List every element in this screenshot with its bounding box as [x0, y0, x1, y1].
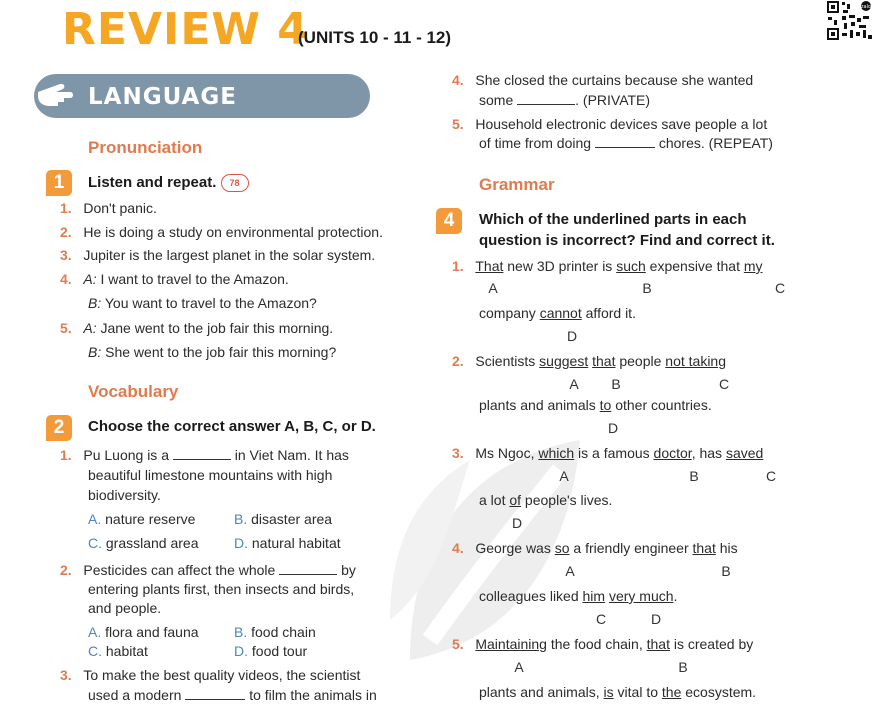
grammar-q4-line2: colleagues liked him very much.	[479, 588, 678, 604]
grammar-q1-line2: company cannot afford it.	[479, 305, 636, 321]
pron-item-4b: B: You want to travel to the Amazon?	[88, 295, 317, 311]
grammar-q3-label-d: D	[511, 515, 523, 531]
pron-item-2: 2. He is doing a study on environmental protection.	[60, 224, 383, 240]
vocab-q1-option-d[interactable]: D. natural habitat	[234, 535, 341, 551]
vocab-q2-option-d[interactable]: D. food tour	[234, 643, 308, 659]
grammar-q3-line2: a lot of people's lives.	[479, 492, 613, 508]
vocab-q1-line3: biodiversity.	[88, 487, 161, 503]
grammar-q4-label-c: C	[595, 611, 607, 627]
vocab-q1-option-c[interactable]: C. grassland area	[88, 535, 199, 551]
grammar-q1-label-a: A	[488, 280, 498, 296]
grammar-q5-line2: plants and animals, is vital to the ecosystem.	[479, 684, 757, 700]
language-label: LANGUAGE	[88, 84, 237, 110]
vocab-q3-line1: 3. To make the best quality videos, the scientist	[60, 667, 361, 683]
exercise-1-title: Listen and repeat. 78	[88, 174, 249, 192]
grammar-q5-line1: 5. Maintaining the food chain, that is created by	[452, 636, 754, 652]
vocab-q3-line2: used a modern to film the animals in	[88, 687, 377, 703]
grammar-q3-label-c: C	[765, 468, 777, 484]
grammar-q2-label-d: D	[607, 420, 619, 436]
vocab-q2-line1: 2. Pesticides can affect the whole by	[60, 562, 356, 578]
pron-item-3: 3. Jupiter is the largest planet in the solar system.	[60, 247, 376, 263]
grammar-q3-label-a: A	[559, 468, 569, 484]
grammar-q2-label-a: A	[569, 376, 579, 392]
grammar-q1-label-b: B	[642, 280, 652, 296]
wordform-q5-line1: 5. Household electronic devices save people a lot	[452, 116, 768, 132]
grammar-q2-line1: 2. Scientists suggest that people not taking	[452, 353, 727, 369]
qr-code-icon[interactable]	[826, 0, 874, 42]
exercise-1-badge: 1	[46, 170, 72, 196]
grammar-q2-label-b: B	[611, 376, 621, 392]
grammar-q4-label-d: D	[650, 611, 662, 627]
pron-item-1: 1. Don't panic.	[60, 200, 157, 216]
pron-item-4a: 4. A: I want to travel to the Amazon.	[60, 271, 289, 287]
exercise-2-title: Choose the correct answer A, B, C, or D.	[88, 418, 376, 435]
wordform-q4-line2: some . (PRIVATE)	[479, 92, 651, 108]
vocab-q1-option-a[interactable]: A. nature reserve	[88, 511, 196, 527]
pron-item-5b: B: She went to the job fair this morning?	[88, 344, 337, 360]
svg-text:zalo: zalo	[860, 4, 872, 10]
grammar-q3-line1: 3. Ms Ngoc, which is a famous doctor, has saved	[452, 445, 764, 461]
vocab-q2-line2: entering plants first, then insects and birds,	[88, 581, 355, 597]
vocab-q1-line1: 1. Pu Luong is a in Viet Nam. It has	[60, 447, 349, 463]
vocab-q2-option-c[interactable]: C. habitat	[88, 643, 148, 659]
vocab-q2-line3: and people.	[88, 600, 162, 616]
vocab-q1-option-b[interactable]: B. disaster area	[234, 511, 333, 527]
grammar-q1-line1: 1. That new 3D printer is such expensive that my	[452, 258, 763, 274]
exercise-4-badge: 4	[436, 208, 462, 234]
exercise-4-title-line2: question is incorrect? Find and correct it.	[479, 232, 775, 249]
grammar-q5-label-b: B	[678, 659, 688, 675]
grammar-q1-label-c: C	[774, 280, 786, 296]
grammar-q3-label-b: B	[689, 468, 699, 484]
grammar-q2-label-c: C	[718, 376, 730, 392]
wordform-q5-line2: of time from doing chores. (REPEAT)	[479, 135, 773, 151]
vocab-q2-option-a[interactable]: A. flora and fauna	[88, 624, 199, 640]
grammar-q4-label-b: B	[721, 563, 731, 579]
units-subtitle: (UNITS 10 - 11 - 12)	[298, 28, 452, 47]
page-title: REVIEW 4	[62, 4, 309, 55]
pronunciation-heading: Pronunciation	[88, 138, 203, 157]
vocab-q2-option-b[interactable]: B. food chain	[234, 624, 316, 640]
grammar-q4-line1: 4. George was so a friendly engineer that his	[452, 540, 738, 556]
grammar-q1-label-d: D	[566, 328, 578, 344]
hand-pointer-icon	[34, 78, 78, 114]
grammar-q5-label-a: A	[514, 659, 524, 675]
audio-track-icon[interactable]: 78	[221, 174, 249, 192]
exercise-4-title-line1: Which of the underlined parts in each	[479, 211, 747, 228]
vocabulary-heading: Vocabulary	[88, 382, 179, 401]
exercise-2-badge: 2	[46, 415, 72, 441]
grammar-heading: Grammar	[479, 175, 555, 194]
grammar-q4-label-a: A	[565, 563, 575, 579]
pron-item-5a: 5. A: Jane went to the job fair this morning.	[60, 320, 334, 336]
vocab-q1-line2: beautiful limestone mountains with high	[88, 467, 333, 483]
grammar-q2-line2: plants and animals to other countries.	[479, 397, 712, 413]
wordform-q4-line1: 4. She closed the curtains because she wanted	[452, 72, 754, 88]
